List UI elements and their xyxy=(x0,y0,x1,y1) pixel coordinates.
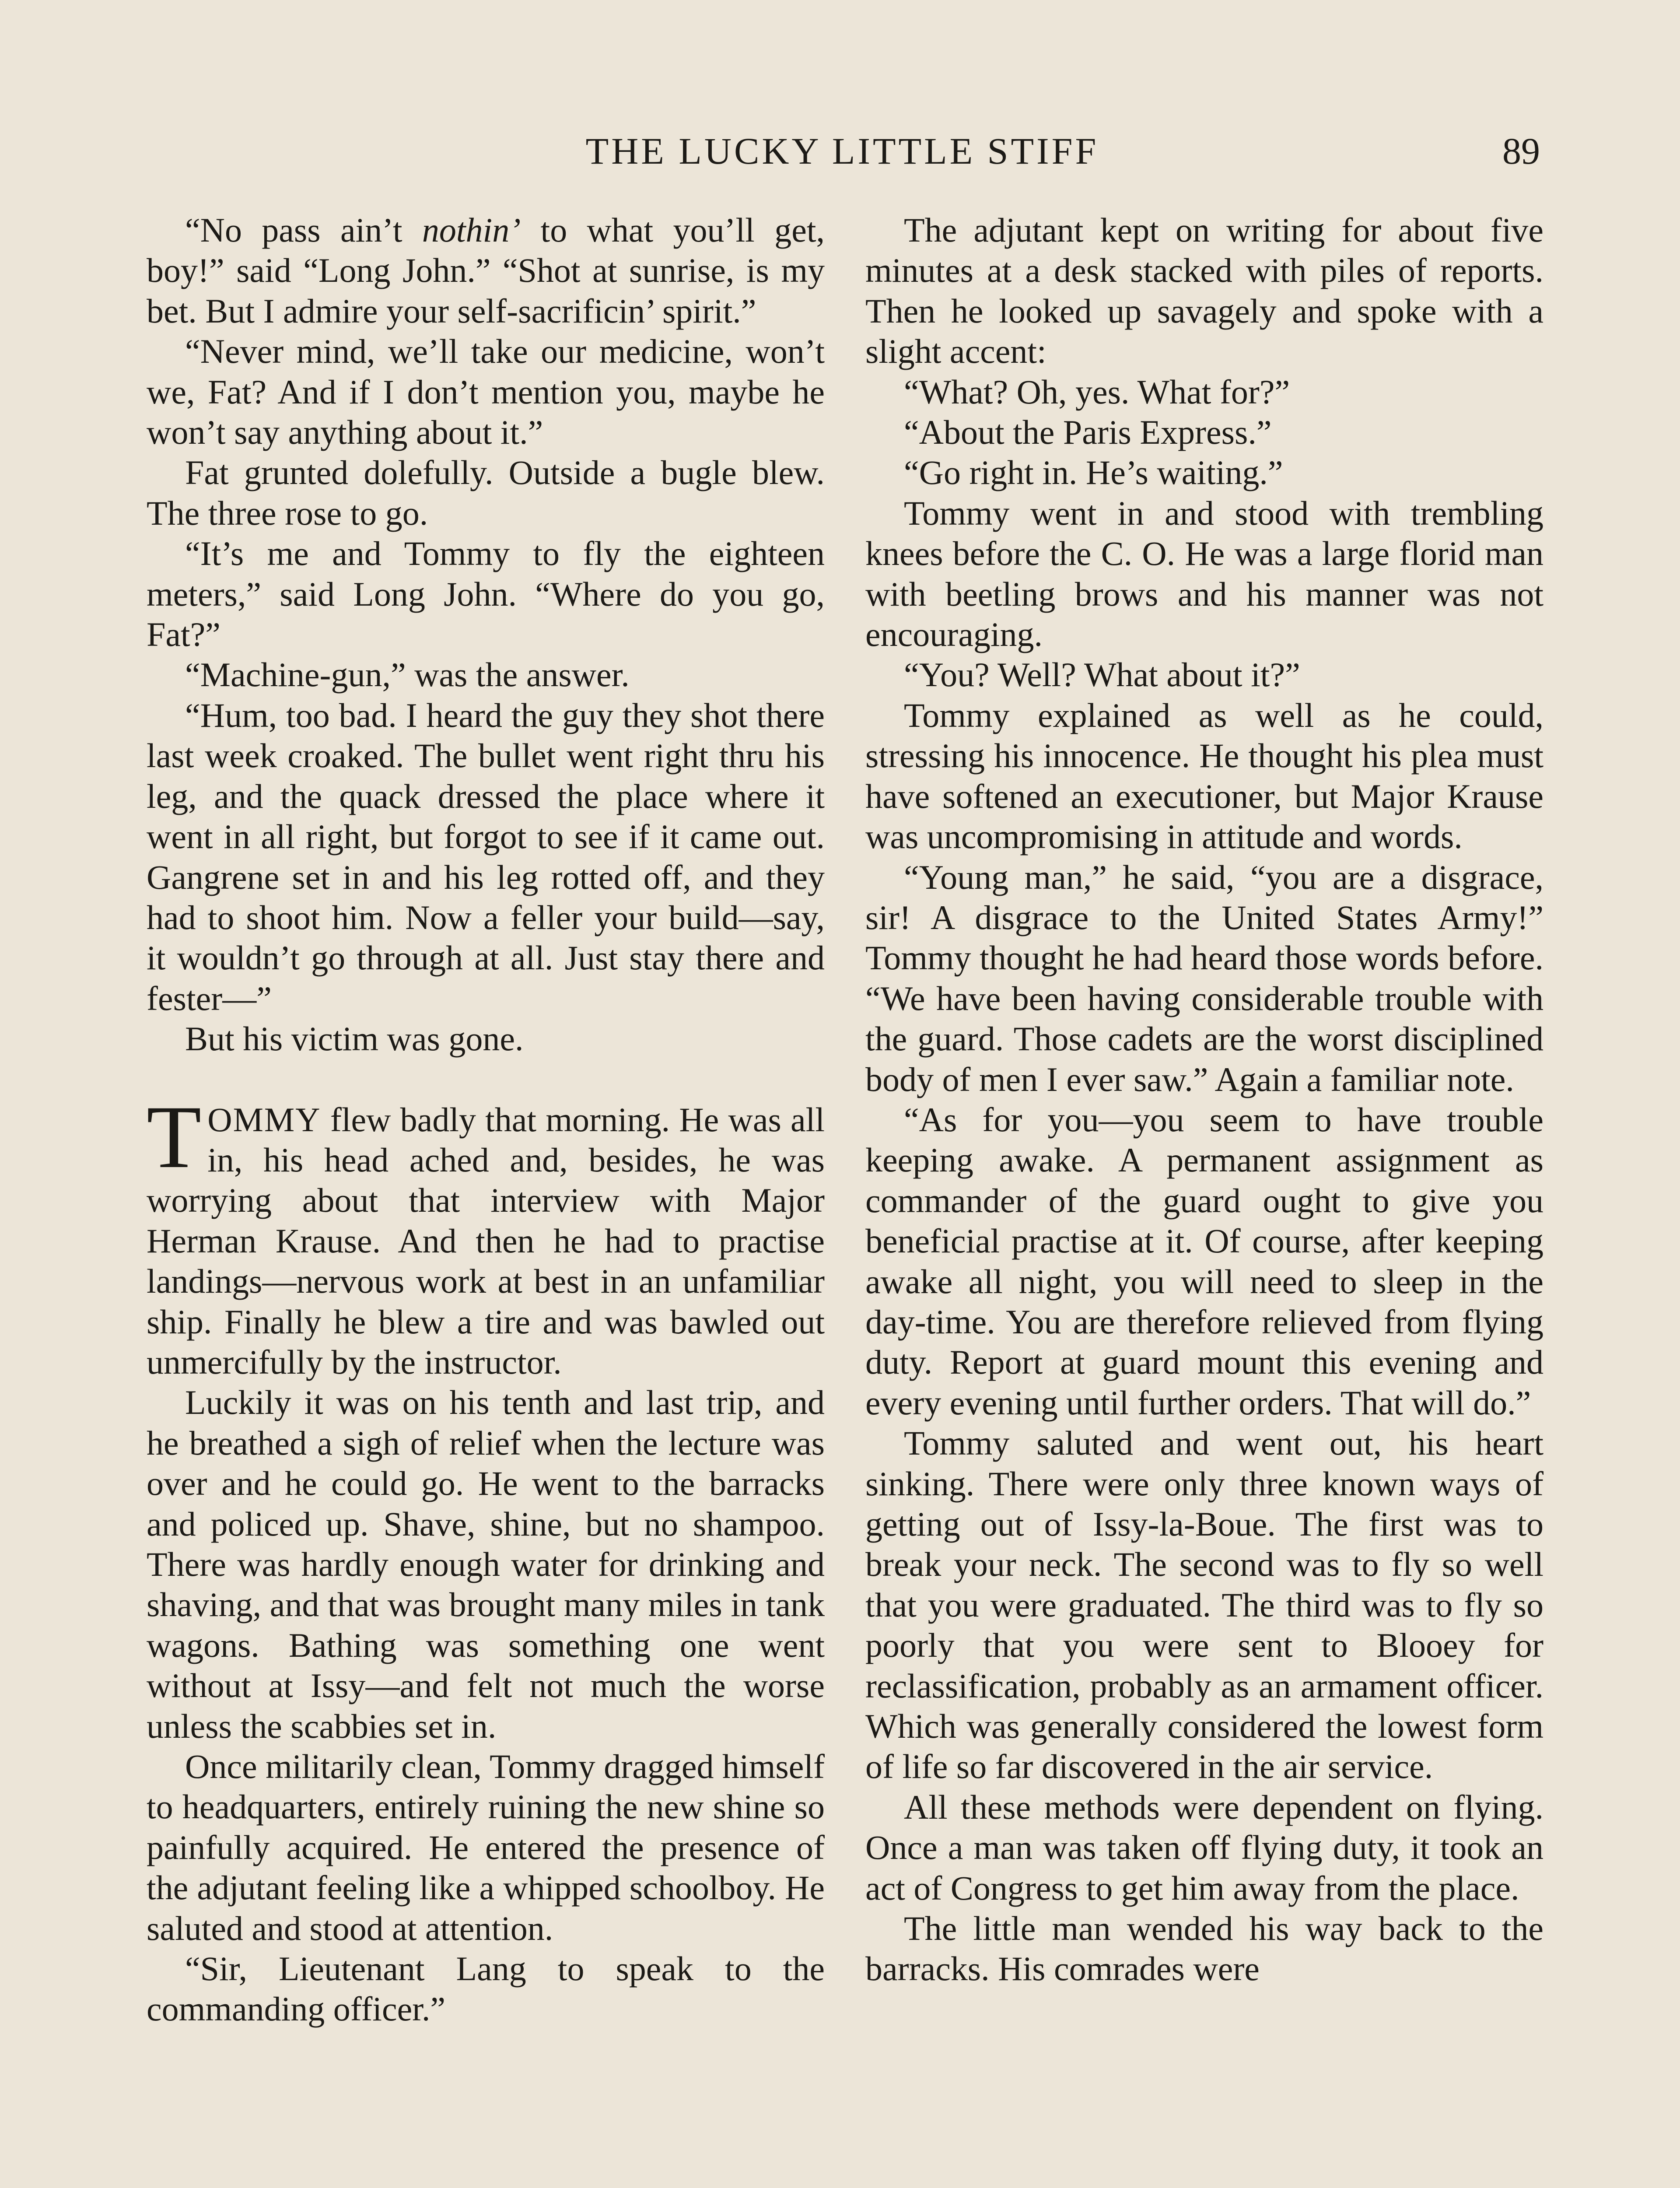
paragraph: “Go right in. He’s waiting.” xyxy=(904,453,1283,492)
paragraph: “About the Paris Express.” xyxy=(904,413,1272,452)
paragraph: Luckily it was on his tenth and last trip, and he breathed a sigh of relief when the lecture was over and he could go. He went to the barracks and policed up. Shave, shine, but no shampoo. There was hardly enough water for drinking and shaving, and that was brought many miles in tank wagons. Bathing was something one went without at Issy—and felt not much the worse unless the scabbies set in. xyxy=(147,1383,825,1745)
paragraph: “You? Well? What about it?” xyxy=(904,656,1300,694)
paragraph xyxy=(147,210,825,331)
page-number: 89 xyxy=(1502,130,1540,172)
section-opening-paragraph xyxy=(147,1087,825,1383)
emphasis-text: nothin’ xyxy=(422,211,521,249)
paragraph: Tommy went in and stood with trembling knees before the C. O. He was a large florid man with beetling brows and his manner was not encouraging. xyxy=(865,494,1544,654)
paragraph: “Young man,” he said, “you are a disgrace, sir! A disgrace to the United States Army!” Tommy thought he had heard those words before. “We have been having considerable trouble with the guard. Those cadets are the worst disciplined body of men I ever saw.” Again a familiar note. xyxy=(865,858,1544,1098)
paragraph: The adjutant kept on writing for about five minutes at a desk stacked with piles of reports. Then he looked up savagely and spoke with a slight accent: xyxy=(865,211,1544,371)
paragraph-text: flew badly that morning. He was all in, his head ached and, besides, he was worrying about that interview with Major Herman Krause. And then he had to practise landings—nervous work at best in an unfamiliar ship. Finally he blew a tire and was bawled out unmercifully by the instructor. xyxy=(147,1100,825,1381)
paragraph: “Hum, too bad. I heard the guy they shot there last week croaked. The bullet went right thru his leg, and the quack dressed the place where it went in all right, but forgot to see if it came out. Gangrene set in and his leg rotted off, and they had to shoot him. Now a feller your build—say, it wouldn’t go through at all. Just stay there and fester—” xyxy=(147,696,825,1017)
paragraph: The little man wended his way back to the barracks. His comrades were xyxy=(865,1909,1544,1988)
paragraph-text: to what you’ll get, boy!” said “Long John.” “Shot at sunrise, is my bet. But I admire your self-sacrificin’ spirit.” xyxy=(147,211,825,330)
right-column xyxy=(865,210,1544,1989)
paragraph: “Machine-gun,” was the answer. xyxy=(185,656,630,694)
paragraph: “What? Oh, yes. What for?” xyxy=(904,372,1290,411)
paragraph: Tommy saluted and went out, his heart sinking. There were only three known ways of getting out of Issy-la-Boue. The first was to break your neck. The second was to fly so well that you were graduated. The third was to fly so poorly that you were sent to Blooey for reclassification, probably as an armament officer. Which was generally considered the lowest form of life so far discovered in the air service. xyxy=(865,1424,1544,1786)
paragraph: Fat grunted dolefully. Outside a bugle blew. The three rose to go. xyxy=(147,453,825,532)
paragraph: “Sir, Lieutenant Lang to speak to the commanding officer.” xyxy=(147,1950,825,2028)
paragraph: All these methods were dependent on flying. Once a man was taken off flying duty, it took an act of Congress to get him away from the place. xyxy=(865,1788,1544,1907)
left-column xyxy=(147,210,825,2030)
paragraph: “It’s me and Tommy to fly the eighteen meters,” said Long John. “Where do you go, Fat?” xyxy=(147,534,825,654)
lead-in-caps: OMMY xyxy=(207,1100,321,1139)
running-title: THE LUCKY LITTLE STIFF xyxy=(585,130,1099,172)
paragraph: Once militarily clean, Tommy dragged himself to headquarters, entirely ruining the new shine so painfully acquired. He entered the presence of the adjutant feeling like a whipped schoolboy. He saluted and stood at attention. xyxy=(147,1747,825,1947)
paragraph-text: “No pass ain’t xyxy=(185,211,422,249)
paragraph: “As for you—you seem to have trouble keeping awake. A permanent assignment as commander of the guard ought to give you beneficial practise at it. Of course, after keeping awake all night, you will need to sleep in the day-time. You are therefore relieved from flying duty. Report at guard mount this evening and every evening until further orders. That will do.” xyxy=(865,1100,1544,1422)
paragraph: “Never mind, we’ll take our medicine, won’t we, Fat? And if I don’t mention you, maybe he won’t say anything about it.” xyxy=(147,332,825,452)
paragraph: But his victim was gone. xyxy=(185,1020,524,1058)
paragraph: Tommy explained as well as he could, stressing his innocence. He thought his plea must have softened an executioner, but Major Krause was uncompromising in attitude and words. xyxy=(865,696,1544,856)
column-gutter xyxy=(852,210,853,2188)
drop-cap: T xyxy=(147,1087,202,1187)
page-header xyxy=(144,127,1540,175)
